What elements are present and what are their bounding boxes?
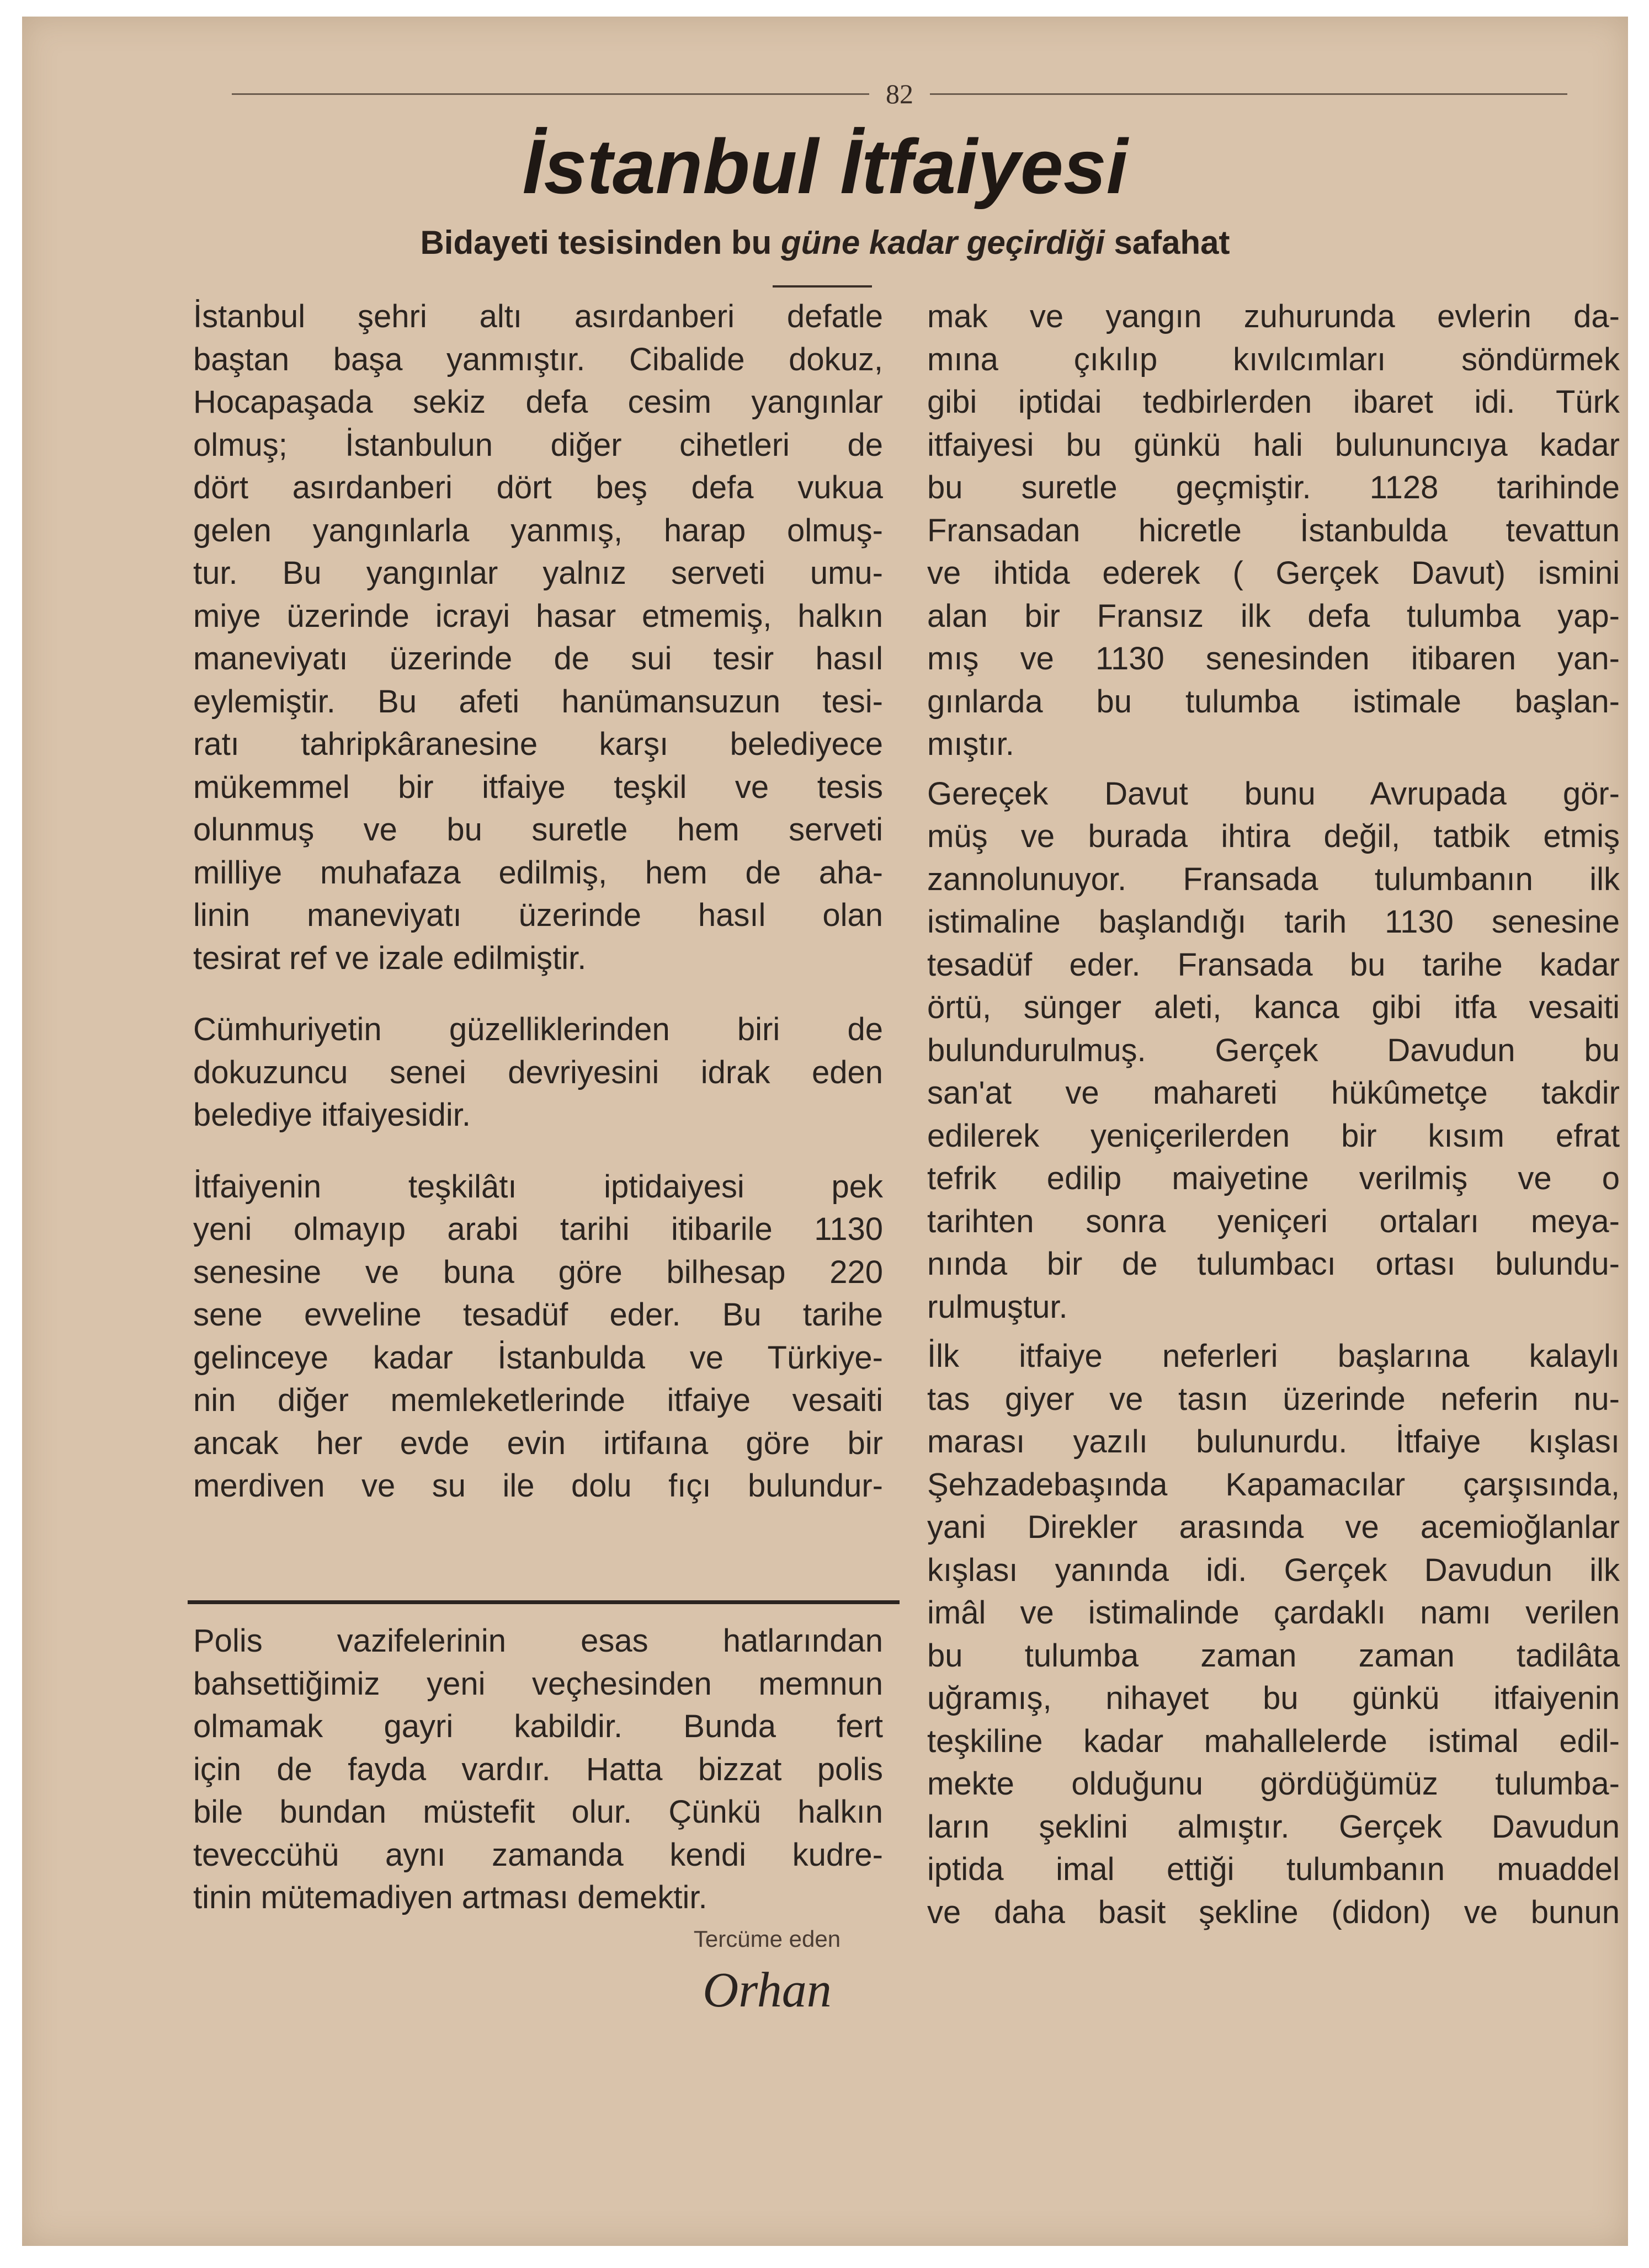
text-line: ve daha basit şekline (didon) ve bunun xyxy=(927,1894,1620,1930)
text-line: gelen yangınlarla yanmış, harap olmuş- xyxy=(193,512,883,549)
text-line: için de fayda vardır. Hatta bizzat polis xyxy=(193,1751,883,1787)
text-line: sene evveline tesadüf eder. Bu tarihe xyxy=(193,1297,883,1333)
text-line: olunmuş ve bu suretle hem serveti xyxy=(193,812,883,848)
text-line: nin diğer memleketlerinde itfaiye vesaiti xyxy=(193,1382,883,1418)
article-title: İstanbul İtfaiyesi xyxy=(522,123,1128,210)
text-line: tur. Bu yangınlar yalnız serveti umu- xyxy=(193,555,883,591)
text-line: İstanbul şehri altı asırdanberi defatle xyxy=(193,299,883,334)
text-line: milliye muhafaza edilmiş, hem de aha- xyxy=(193,854,883,891)
header-rule-left xyxy=(232,93,869,95)
text-line: imâl ve istimalinde çardaklı namı verilen xyxy=(927,1595,1620,1631)
text-line: Şehzadebaşında Kapamacılar çarşısında, xyxy=(927,1466,1620,1503)
text-line: baştan başa yanmıştır. Cibalide dokuz, xyxy=(193,341,883,377)
text-line: Hocapaşada sekiz defa cesim yangınlar xyxy=(193,384,883,420)
text-line: bulundurulmuş. Gerçek Davudun bu xyxy=(927,1032,1620,1068)
left-paragraph-3 xyxy=(193,1165,883,1508)
text-line: marası yazılı bulunurdu. İtfaiye kışlası xyxy=(927,1424,1620,1460)
text-line: kışlası yanında idi. Gerçek Davudun ilk xyxy=(927,1552,1620,1588)
text-line: senesine ve buna göre bilhesap 220 xyxy=(193,1254,883,1290)
text-line: nında bir de tulumbacı ortası bulundu- xyxy=(927,1246,1620,1282)
text-line: san'at ve mahareti hükûmetçe takdir xyxy=(927,1075,1620,1111)
subtitle-part-3: safahat xyxy=(1114,224,1230,261)
text-line: bu suretle geçmiştir. 1128 tarihinde xyxy=(927,470,1620,505)
text-line: tesirat ref ve izale edilmiştir. xyxy=(193,940,587,976)
text-line: alan bir Fransız ilk defa tulumba yap- xyxy=(927,598,1620,634)
text-line: örtü, sünger aleti, kanca gibi itfa vesaiti xyxy=(927,989,1620,1025)
text-line: rulmuştur. xyxy=(927,1289,1068,1325)
text-line: iptida imal ettiği tulumbanın muaddel xyxy=(927,1851,1620,1887)
subtitle-part-2: güne kadar geçirdiği xyxy=(780,224,1105,261)
text-line: linin maneviyatı üzerinde hasıl olan xyxy=(193,897,883,933)
text-line: gelinceye kadar İstanbulda ve Türkiye- xyxy=(193,1339,883,1376)
text-line: edilerek yeniçerilerden bir kısım efrat xyxy=(927,1117,1620,1154)
text-line: Polis vazifelerinin esas hatlarından xyxy=(193,1623,883,1659)
left-column-lower xyxy=(193,1620,883,1919)
text-line: Cümhuriyetin güzelliklerinden biri de xyxy=(193,1011,883,1047)
left-paragraph-1 xyxy=(193,295,883,979)
text-line: tarihten sonra yeniçeri ortaları meya- xyxy=(927,1203,1620,1239)
text-line: Fransadan hicretle İstanbulda tevattun xyxy=(927,512,1620,549)
translator-name: Orhan xyxy=(703,1963,832,2017)
subtitle-part-1: Bidayeti tesisinden bu xyxy=(420,224,772,261)
right-column xyxy=(927,295,1620,1934)
right-paragraph-1 xyxy=(927,295,1620,766)
text-line: ancak her evde evin irtifaına göre bir xyxy=(193,1425,883,1461)
text-line: belediye itfaiyesidir. xyxy=(193,1097,471,1133)
text-line: mış ve 1130 senesinden itibaren yan- xyxy=(927,641,1620,677)
text-line: tefrik edilip maiyetine verilmiş ve o xyxy=(927,1160,1620,1196)
section-divider xyxy=(188,1600,900,1604)
text-line: itfaiyesi bu günkü hali bulununcıya kadar xyxy=(927,427,1620,463)
text-line: eylemiştir. Bu afeti hanümansuzun tesi- xyxy=(193,683,883,720)
text-line: ve ihtida ederek ( Gerçek Davut) ismini xyxy=(927,555,1620,591)
text-line: mekte olduğunu gördüğümüz tulumba- xyxy=(927,1766,1620,1802)
header-rule-right xyxy=(930,93,1567,95)
text-line: zannolunuyor. Fransada tulumbanın ilk xyxy=(927,861,1620,897)
text-line: ların şeklini almıştır. Gerçek Davudun xyxy=(927,1808,1620,1845)
text-line: istimaline başlandığı tarih 1130 senesine xyxy=(927,904,1620,940)
text-line: dokuzuncu senei devriyesini idrak eden xyxy=(193,1054,883,1090)
page-number: 82 xyxy=(886,78,913,109)
title-divider xyxy=(773,285,872,288)
article-subtitle xyxy=(22,223,1628,262)
text-line: tinin mütemadiyen artması demektir. xyxy=(193,1880,708,1915)
text-line: müş ve burada ihtira değil, tatbik etmiş xyxy=(927,818,1620,854)
page-header xyxy=(232,77,1567,110)
text-line: mükemmel bir itfaiye teşkil ve tesis xyxy=(193,769,883,805)
left-paragraph-4 xyxy=(193,1620,883,1919)
text-line: olmamak gayri kabildir. Bunda fert xyxy=(193,1708,883,1744)
text-line: olmuş; İstanbulun diğer cihetleri de xyxy=(193,427,883,463)
text-line: tesadüf eder. Fransada bu tarihe kadar xyxy=(927,946,1620,983)
text-line: merdiven ve su ile dolu fıçı bulundur- xyxy=(193,1468,883,1504)
text-line: mına çıkılıp kıvılcımları söndürmek xyxy=(927,341,1620,377)
text-line: miye üzerinde icrayi hasar etmemiş, halkın xyxy=(193,598,883,634)
left-paragraph-2 xyxy=(193,1008,883,1137)
text-line: bile bundan müstefit olur. Çünkü halkın xyxy=(193,1794,883,1830)
text-line: Gereçek Davut bunu Avrupada gör- xyxy=(927,775,1620,812)
text-line: bahsettiğimiz yeni veçhesinden memnun xyxy=(193,1665,883,1702)
text-line: teşkiline kadar mahallelerde istimal edil- xyxy=(927,1723,1620,1759)
text-line: İtfaiyenin teşkilâtı iptidaiyesi pek xyxy=(193,1168,883,1205)
text-line: gibi iptidai tedbirlerden ibaret idi. Türk xyxy=(927,384,1620,420)
right-paragraph-2 xyxy=(927,773,1620,1329)
text-line: mıştır. xyxy=(927,726,1014,762)
magazine-page xyxy=(22,17,1628,2246)
text-line: İlk itfaiye neferleri başlarına kalaylı xyxy=(927,1338,1620,1374)
text-line: gınlarda bu tulumba istimale başlan- xyxy=(927,683,1620,720)
translator-label: Tercüme eden xyxy=(693,1926,841,1952)
text-line: mak ve yangın zuhurunda evlerin da- xyxy=(927,299,1620,334)
text-line: tas giyer ve tasın üzerinde neferin nu- xyxy=(927,1381,1620,1417)
text-line: yeni olmayıp arabi tarihi itibarile 1130 xyxy=(193,1211,883,1247)
text-line: uğramış, nihayet bu günkü itfaiyenin xyxy=(927,1680,1620,1716)
text-line: bu tulumba zaman zaman tadilâta xyxy=(927,1637,1620,1674)
right-paragraph-3 xyxy=(927,1335,1620,1934)
text-line: yani Direkler arasında ve acemioğlanlar xyxy=(927,1509,1620,1545)
text-line: ratı tahripkâranesine karşı belediyece xyxy=(193,726,883,762)
text-line: dört asırdanberi dört beş defa vukua xyxy=(193,470,883,505)
left-column-upper xyxy=(193,295,883,1508)
text-line: maneviyatı üzerinde de sui tesir hasıl xyxy=(193,641,883,677)
text-line: teveccühü aynı zamanda kendi kudre- xyxy=(193,1836,883,1873)
